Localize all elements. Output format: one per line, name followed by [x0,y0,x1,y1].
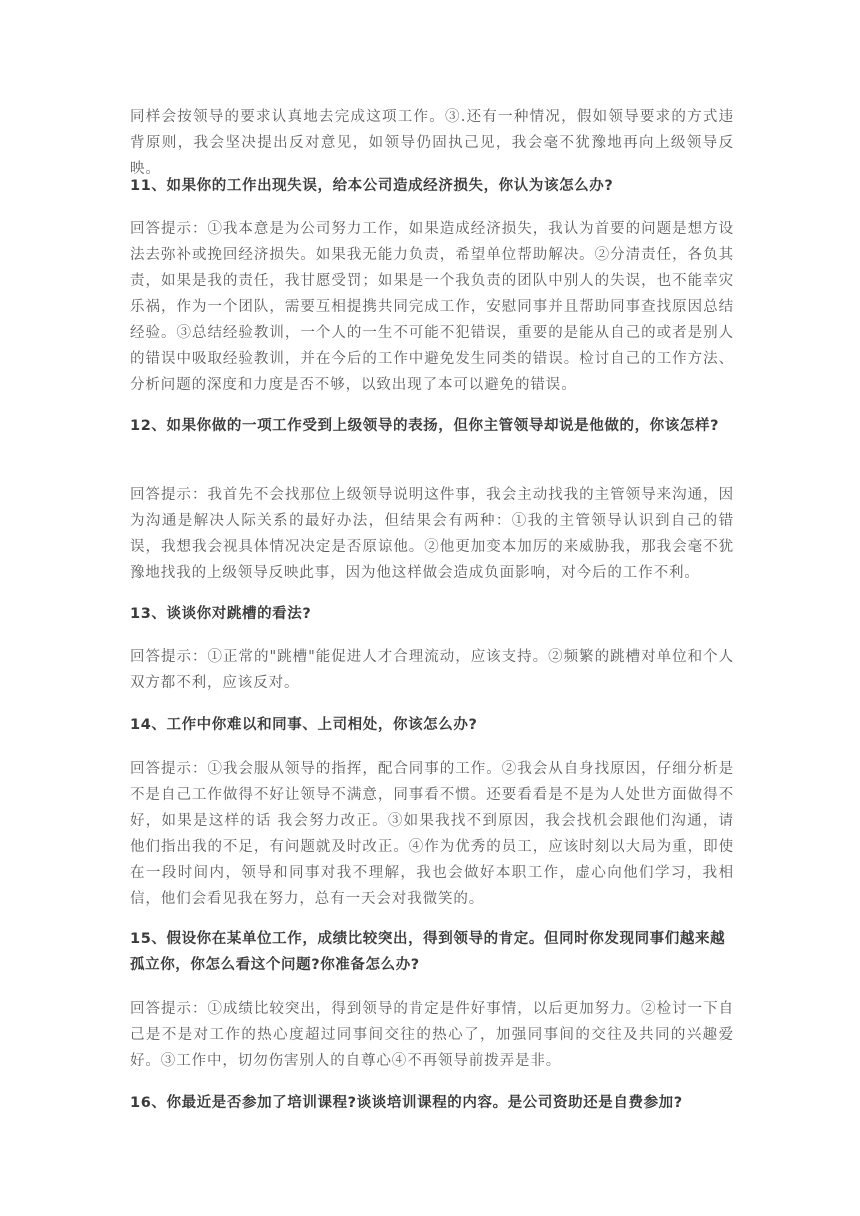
question-11: 11、如果你的工作出现失误，给本公司造成经济损失，你认为该怎么办? [130,178,614,194]
answer-12: 回答提示：我首先不会找那位上级领导说明这件事，我会主动找我的主管领导来沟通，因为沟通是解决人际关系的最好办法，但结果会有两种：①我的主管领导认识到自己的错误，我想我会视具体情况决定是否原谅他。②他更加变本加厉的来威胁我，那我会毫不犹豫地找我的上级领导反映此事，因为他这样做会造成负面影响，对今后的工作不利。 [130,487,734,581]
answer-15: 回答提示：①成绩比较突出，得到领导的肯定是件好事情，以后更加努力。②检讨一下自己是不是对工作的热心度超过同事间交往的热心了，加强同事间的交往及共同的兴趣爱好。③工作中，切勿伤害别人的自尊心④不再领导前拨弄是非。 [130,1001,734,1069]
answer-11: 回答提示：①我本意是为公司努力工作，如果造成经济损失，我认为首要的问题是想方设法去弥补或挽回经济损失。如果我无能力负责，希望单位帮助解决。②分清责任，各负其责，如果是我的责任，我甘愿受罚；如果是一个我负责的团队中别人的失误，也不能幸灾乐祸，作为一个团队，需要互相提携共同完成工作，安慰同事并且帮助同事查找原因总结经验。③总结经验教训，一个人的一生不可能不犯错误，重要的是能从自己的或者是别人的错误中吸取经验教训，并在今后的工作中避免发生同类的错误。检讨自己的工作方法、分析问题的深度和力度是否不够，以致出现了本可以避免的错误。 [130,221,734,393]
question-16: 16、你最近是否参加了培训课程?谈谈培训课程的内容。是公司资助还是自费参加? [130,1095,683,1111]
question-13: 13、谈谈你对跳槽的看法? [130,606,312,622]
answer-13: 回答提示：①正常的"跳槽"能促进人才合理流动，应该支持。②频繁的跳槽对单位和个人双方都不利，应该反对。 [130,649,734,691]
intro-paragraph: 同样会按领导的要求认真地去完成这项工作。③.还有一种情况，假如领导要求的方式违背原则，我会坚决提出反对意见，如领导仍固执己见，我会毫不犹豫地再向上级领导反映。 [130,109,734,177]
answer-14: 回答提示：①我会服从领导的指挥，配合同事的工作。②我会从自身找原因，仔细分析是不是自己工作做得不好让领导不满意，同事看不惯。还要看看是不是为人处世方面做得不好，如果是这样的话 我会努力改正。③如果我找不到原因，我会找机会跟他们沟通，请他们指出我的不足，有问题就及时改正。④作为优秀的员工，应该时刻以大局为重，即使在一段时间内，领导和同事对我不理解，我也会做好本职工作，虚心向他们学习，我相信，他们会看见我在努力，总有一天会对我微笑的。 [130,761,734,907]
question-14: 14、工作中你难以和同事、上司相处，你该怎么办? [130,717,478,733]
question-15: 15、假设你在某单位工作，成绩比较突出，得到领导的肯定。但同时你发现同事们越来越孤立你，你怎么看这个问题?你准备怎么办? [130,931,726,973]
question-12: 12、如果你做的一项工作受到上级领导的表扬，但你主管领导却说是他做的，你该怎样? [130,418,720,434]
